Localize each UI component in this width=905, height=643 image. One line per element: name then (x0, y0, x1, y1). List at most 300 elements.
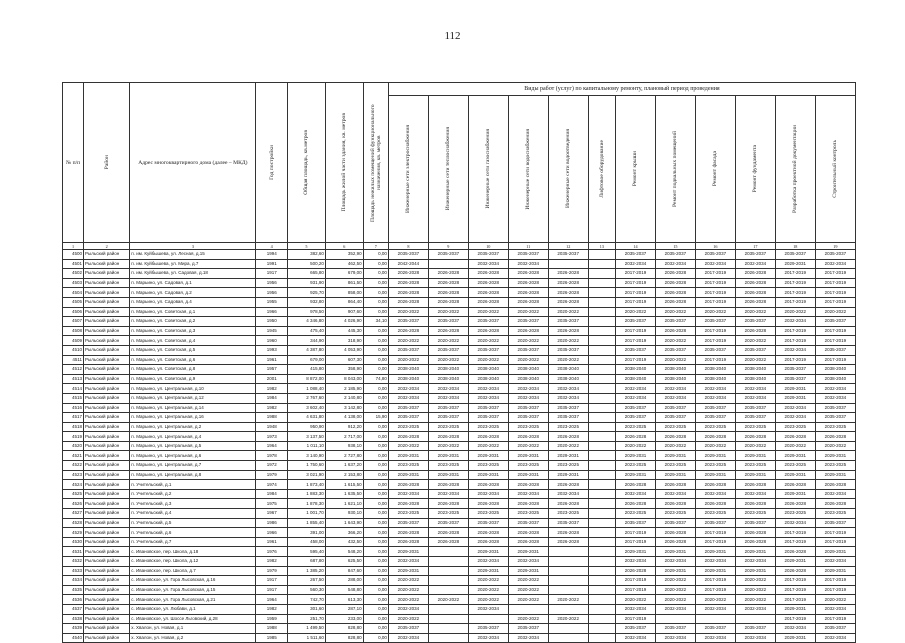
work-period-cell: 2035-2037 (428, 518, 468, 528)
work-period-cell: 2038-2040 (428, 374, 468, 384)
column-number: 16 (695, 243, 735, 250)
work-period-cell: 2035-2037 (655, 403, 695, 413)
work-period-cell: 2035-2037 (468, 413, 508, 423)
work-period-cell: 2035-2037 (616, 413, 656, 423)
work-period-cell: 2026-2028 (735, 297, 775, 307)
work-period-cell (588, 355, 615, 365)
district-cell: Рыльский район (84, 528, 130, 538)
work-period-cell: 2023-2025 (616, 509, 656, 519)
work-period-cell: 2017-2019 (815, 614, 855, 624)
table-row (63, 269, 856, 279)
work-period-cell: 2029-2031 (428, 470, 468, 480)
functional-area-cell: 74,80 (363, 374, 388, 384)
header-work-type: Ремонт фасада (695, 96, 735, 243)
functional-area-cell: 0,00 (363, 461, 388, 471)
work-period-cell: 2017-2019 (616, 576, 656, 586)
table-row (63, 614, 856, 624)
total-area-cell: 742,70 (287, 595, 325, 605)
row-number-cell: 4506 (63, 307, 84, 317)
header-work-type: Строительный контроль (815, 96, 855, 243)
work-period-cell (588, 624, 615, 634)
work-period-cell: 2023-2025 (775, 461, 815, 471)
living-area-cell: 858,00 (325, 288, 363, 298)
work-period-cell (588, 384, 615, 394)
work-period-cell: 2035-2037 (508, 250, 548, 260)
build-year-cell: 1961 (256, 355, 288, 365)
work-period-cell (588, 317, 615, 327)
work-period-cell: 2017-2019 (775, 576, 815, 586)
work-period-cell: 2020-2022 (735, 585, 775, 595)
work-period-cell (468, 614, 508, 624)
work-period-cell: 2038-2040 (616, 365, 656, 375)
work-period-cell: 2023-2025 (695, 422, 735, 432)
work-period-cell: 2017-2019 (616, 278, 656, 288)
district-cell: Рыльский район (84, 250, 130, 260)
address-cell: с. Ивановское, ул. Гора Лысовская, д.15 (130, 585, 256, 595)
column-number: 13 (588, 243, 615, 250)
district-cell: Рыльский район (84, 393, 130, 403)
row-number-cell: 4529 (63, 528, 84, 538)
work-period-cell (428, 604, 468, 614)
work-period-cell: 2026-2028 (655, 297, 695, 307)
work-period-cell: 2035-2037 (695, 403, 735, 413)
functional-area-cell: 0,00 (363, 326, 388, 336)
header-functional-area: Площадь нежилых помещений функционального назначения, кв. метров (363, 83, 388, 243)
work-period-cell (588, 345, 615, 355)
work-period-cell: 2032-2034 (428, 384, 468, 394)
column-number: 15 (655, 243, 695, 250)
functional-area-cell: 0,00 (363, 259, 388, 269)
capital-repair-table (62, 82, 856, 643)
header-total-area: Общая площадь, кв.метров (287, 83, 325, 243)
work-period-cell: 2035-2037 (616, 345, 656, 355)
work-period-cell: 2026-2028 (388, 278, 428, 288)
work-period-cell: 2032-2034 (655, 557, 695, 567)
work-period-cell: 2029-2031 (775, 470, 815, 480)
work-period-cell: 2020-2022 (735, 576, 775, 586)
district-cell: Рыльский район (84, 499, 130, 509)
functional-area-cell: 0,00 (363, 345, 388, 355)
table-row (63, 480, 856, 490)
work-period-cell: 2029-2031 (616, 451, 656, 461)
functional-area-cell: 0,00 (363, 547, 388, 557)
work-period-cell (588, 250, 615, 260)
work-period-cell: 2020-2022 (508, 585, 548, 595)
work-period-cell: 2026-2028 (388, 537, 428, 547)
work-period-cell (428, 585, 468, 595)
work-period-cell: 2038-2040 (695, 374, 735, 384)
table-row (63, 537, 856, 547)
header-work-type: Инженерные сети газоснабжения (468, 96, 508, 243)
address-cell: п. Марьино, ул. Советская, д.2 (130, 317, 256, 327)
row-number-cell: 4509 (63, 336, 84, 346)
header-year: Год постройки (256, 83, 288, 243)
address-cell: п. Марьино, ул. Центральная, д.4 (130, 432, 256, 442)
work-period-cell: 2017-2019 (616, 336, 656, 346)
work-period-cell: 2026-2028 (735, 528, 775, 538)
work-period-cell: 2038-2040 (468, 374, 508, 384)
living-area-cell: 1 635,50 (325, 489, 363, 499)
work-period-cell: 2020-2022 (695, 307, 735, 317)
work-period-cell: 2026-2028 (815, 480, 855, 490)
district-cell: Рыльский район (84, 470, 130, 480)
work-period-cell: 2026-2028 (388, 269, 428, 279)
work-period-cell: 2029-2031 (508, 451, 548, 461)
address-cell: п. Марьино, ул. Советская, д.4 (130, 336, 256, 346)
work-period-cell: 2020-2022 (428, 307, 468, 317)
work-period-cell: 2026-2028 (388, 499, 428, 509)
total-area-cell: 3 021,90 (287, 470, 325, 480)
work-period-cell: 2026-2028 (655, 269, 695, 279)
work-period-cell: 2032-2034 (388, 633, 428, 643)
work-period-cell: 2026-2028 (735, 537, 775, 547)
work-period-cell: 2026-2028 (548, 278, 588, 288)
work-period-cell: 2029-2031 (735, 566, 775, 576)
work-period-cell: 2026-2028 (468, 480, 508, 490)
living-area-cell: 861,50 (325, 278, 363, 288)
district-cell: Рыльский район (84, 576, 130, 586)
work-period-cell: 2029-2031 (468, 566, 508, 576)
work-period-cell: 2038-2040 (468, 365, 508, 375)
address-cell: п. Учительский, д.4 (130, 509, 256, 519)
living-area-cell: 2 185,90 (325, 384, 363, 394)
build-year-cell: 1993 (256, 345, 288, 355)
row-number-cell: 4520 (63, 441, 84, 451)
work-period-cell: 2026-2028 (428, 480, 468, 490)
work-period-cell: 2032-2034 (508, 557, 548, 567)
address-cell: п. им. Куйбышева, ул. Мира, д.7 (130, 259, 256, 269)
work-period-cell: 2023-2025 (655, 422, 695, 432)
work-period-cell: 2032-2034 (695, 384, 735, 394)
work-period-cell: 2026-2028 (468, 297, 508, 307)
total-area-cell: 1 511,60 (287, 633, 325, 643)
row-number-cell: 4528 (63, 518, 84, 528)
work-period-cell: 2035-2037 (468, 403, 508, 413)
work-period-cell: 2026-2028 (388, 288, 428, 298)
living-area-cell: 864,40 (325, 297, 363, 307)
table-row (63, 278, 856, 288)
work-period-cell: 2026-2028 (388, 432, 428, 442)
work-period-cell: 2029-2031 (815, 451, 855, 461)
living-area-cell: 318,90 (325, 336, 363, 346)
address-cell: п. Марьино, ул. Советская, д.8 (130, 365, 256, 375)
row-number-cell: 4510 (63, 345, 84, 355)
header-work-type: Ремонт подвальных помещений (655, 96, 695, 243)
functional-area-cell: 0,00 (363, 297, 388, 307)
column-number: 17 (735, 243, 775, 250)
work-period-cell (428, 633, 468, 643)
work-period-cell: 2035-2037 (616, 624, 656, 634)
work-period-cell: 2023-2025 (616, 422, 656, 432)
work-period-cell: 2020-2022 (655, 576, 695, 586)
work-period-cell: 2026-2028 (548, 480, 588, 490)
work-period-cell: 2032-2034 (428, 489, 468, 499)
work-period-cell: 2035-2037 (428, 403, 468, 413)
work-period-cell (428, 614, 468, 624)
work-period-cell: 2035-2037 (468, 624, 508, 634)
work-period-cell: 2032-2034 (735, 384, 775, 394)
work-period-cell: 2032-2034 (695, 633, 735, 643)
address-cell: с. Ивановское, ул. Любави, д.1 (130, 604, 256, 614)
work-period-cell: 2029-2031 (508, 547, 548, 557)
header-work-type: Инженерные сети водоотведения (548, 96, 588, 243)
work-period-cell: 2035-2037 (735, 413, 775, 423)
address-cell: с. Ивановское, пер. Школа, д.12 (130, 557, 256, 567)
column-number: 6 (325, 243, 363, 250)
work-period-cell: 2032-2034 (428, 393, 468, 403)
work-period-cell: 2020-2022 (388, 336, 428, 346)
work-period-cell (428, 557, 468, 567)
header-work-type: Инженерные сети водоснабжения (508, 96, 548, 243)
work-period-cell: 2029-2031 (735, 547, 775, 557)
functional-area-cell: 0,00 (363, 566, 388, 576)
district-cell: Рыльский район (84, 480, 130, 490)
build-year-cell: 1975 (256, 499, 288, 509)
table-header (63, 83, 856, 250)
work-period-cell: 2035-2037 (388, 624, 428, 634)
work-period-cell: 2020-2022 (735, 307, 775, 317)
living-area-cell: 679,00 (325, 269, 363, 279)
work-period-cell: 2035-2037 (815, 317, 855, 327)
work-period-cell: 2032-2034 (695, 393, 735, 403)
work-period-cell: 2017-2019 (775, 297, 815, 307)
functional-area-cell: 0,00 (363, 604, 388, 614)
build-year-cell: 1982 (256, 604, 288, 614)
table-row (63, 528, 856, 538)
build-year-cell: 1988 (256, 413, 288, 423)
row-number-cell: 4504 (63, 288, 84, 298)
district-cell: Рыльский район (84, 374, 130, 384)
work-period-cell: 2038-2040 (655, 365, 695, 375)
row-number-cell: 4535 (63, 585, 84, 595)
work-period-cell: 2032-2034 (508, 393, 548, 403)
work-period-cell: 2026-2028 (428, 432, 468, 442)
living-area-cell: 2 153,80 (325, 470, 363, 480)
work-period-cell: 2020-2022 (548, 307, 588, 317)
work-period-cell: 2017-2019 (815, 585, 855, 595)
work-period-cell: 2017-2019 (695, 297, 735, 307)
work-period-cell: 2017-2019 (815, 269, 855, 279)
work-period-cell: 2032-2034 (468, 393, 508, 403)
work-period-cell: 2035-2037 (655, 345, 695, 355)
work-period-cell: 2029-2031 (388, 470, 428, 480)
work-period-cell (508, 604, 548, 614)
build-year-cell: 1985 (256, 633, 288, 643)
address-cell: п. Марьино, ул. Советская, д.5 (130, 345, 256, 355)
functional-area-cell: 0,00 (363, 576, 388, 586)
work-period-cell: 2035-2037 (508, 345, 548, 355)
district-cell: Рыльский район (84, 547, 130, 557)
row-number-cell: 4502 (63, 269, 84, 279)
work-period-cell: 2029-2031 (655, 470, 695, 480)
total-area-cell: 4 346,80 (287, 317, 325, 327)
functional-area-cell: 0,00 (363, 355, 388, 365)
work-period-cell (548, 585, 588, 595)
work-period-cell: 2035-2037 (695, 518, 735, 528)
work-period-cell (588, 374, 615, 384)
work-period-cell: 2020-2022 (775, 307, 815, 317)
build-year-cell: 1959 (256, 614, 288, 624)
total-area-cell: 1 855,40 (287, 518, 325, 528)
work-period-cell: 2038-2040 (735, 374, 775, 384)
work-period-cell: 2029-2031 (775, 393, 815, 403)
work-period-cell: 2026-2028 (548, 269, 588, 279)
work-period-cell (588, 528, 615, 538)
work-period-cell: 2020-2022 (735, 595, 775, 605)
work-period-cell: 2032-2034 (468, 384, 508, 394)
build-year-cell: 1982 (256, 403, 288, 413)
work-period-cell: 2038-2040 (388, 365, 428, 375)
work-period-cell (588, 259, 615, 269)
work-period-cell: 2017-2019 (616, 297, 656, 307)
header-district: Район (84, 83, 130, 243)
district-cell: Рыльский район (84, 451, 130, 461)
work-period-cell (588, 432, 615, 442)
work-period-cell: 2029-2031 (815, 470, 855, 480)
work-period-cell: 2035-2037 (815, 624, 855, 634)
living-area-cell: 930,10 (325, 509, 363, 519)
table-row (63, 499, 856, 509)
work-period-cell: 2032-2034 (468, 633, 508, 643)
work-period-cell: 2035-2037 (548, 317, 588, 327)
functional-area-cell: 34,10 (363, 317, 388, 327)
work-period-cell: 2023-2025 (468, 422, 508, 432)
work-period-cell: 2017-2019 (775, 288, 815, 298)
work-period-cell: 2023-2025 (468, 509, 508, 519)
work-period-cell: 2029-2031 (548, 451, 588, 461)
work-period-cell: 2026-2028 (616, 432, 656, 442)
address-cell: п. Марьино, ул. Садовая, д.1 (130, 278, 256, 288)
work-period-cell: 2026-2028 (775, 480, 815, 490)
district-cell: Рыльский район (84, 595, 130, 605)
functional-area-cell: 0,00 (363, 518, 388, 528)
work-period-cell: 2035-2037 (775, 365, 815, 375)
living-area-cell: 548,80 (325, 585, 363, 595)
work-period-cell: 2023-2025 (508, 509, 548, 519)
work-period-cell: 2029-2031 (775, 451, 815, 461)
column-number: 14 (616, 243, 656, 250)
district-cell: Рыльский район (84, 422, 130, 432)
work-period-cell: 2026-2028 (616, 480, 656, 490)
work-period-cell: 2038-2040 (815, 374, 855, 384)
work-period-cell: 2032-2034 (508, 384, 548, 394)
work-period-cell: 2035-2037 (775, 250, 815, 260)
functional-area-cell: 0,00 (363, 307, 388, 317)
functional-area-cell: 0,00 (363, 269, 388, 279)
table-row (63, 441, 856, 451)
work-period-cell: 2035-2037 (815, 518, 855, 528)
work-period-cell: 2032-2034 (616, 489, 656, 499)
district-cell: Рыльский район (84, 489, 130, 499)
work-period-cell: 2026-2028 (508, 297, 548, 307)
total-area-cell: 4 631,80 (287, 413, 325, 423)
work-period-cell: 2020-2022 (655, 355, 695, 365)
work-period-cell: 2017-2019 (815, 278, 855, 288)
work-period-cell: 2017-2019 (695, 537, 735, 547)
work-period-cell: 2032-2034 (655, 633, 695, 643)
address-cell: п. Марьино, ул. Садовая, д.2 (130, 288, 256, 298)
work-period-cell: 2017-2019 (616, 326, 656, 336)
work-period-cell: 2035-2037 (735, 518, 775, 528)
work-period-cell (588, 470, 615, 480)
work-period-cell: 2026-2028 (508, 269, 548, 279)
district-cell: Рыльский район (84, 509, 130, 519)
work-period-cell: 2017-2019 (695, 585, 735, 595)
work-period-cell: 2032-2034 (508, 633, 548, 643)
build-year-cell: 1979 (256, 470, 288, 480)
work-period-cell (588, 393, 615, 403)
work-period-cell (588, 307, 615, 317)
work-period-cell: 2026-2028 (655, 288, 695, 298)
work-period-cell: 2032-2034 (616, 384, 656, 394)
build-year-cell: 1948 (256, 422, 288, 432)
work-period-cell (588, 297, 615, 307)
functional-area-cell: 0,00 (363, 480, 388, 490)
work-period-cell: 2017-2019 (775, 336, 815, 346)
build-year-cell: 1984 (256, 393, 288, 403)
address-cell: с. Ивановское, ул. Гора Лысовская, д.16 (130, 576, 256, 586)
work-period-cell: 2032-2034 (655, 259, 695, 269)
living-area-cell: 548,20 (325, 547, 363, 557)
work-period-cell: 2032-2034 (775, 345, 815, 355)
total-area-cell: 3 140,90 (287, 451, 325, 461)
work-period-cell: 2035-2037 (815, 403, 855, 413)
work-period-cell: 2029-2031 (388, 566, 428, 576)
address-cell: п. Учительский, д.7 (130, 537, 256, 547)
work-period-cell (588, 288, 615, 298)
work-period-cell: 2038-2040 (695, 365, 735, 375)
district-cell: Рыльский район (84, 441, 130, 451)
work-period-cell (588, 499, 615, 509)
work-period-cell: 2035-2037 (468, 250, 508, 260)
work-period-cell: 2035-2037 (815, 250, 855, 260)
table-row (63, 345, 856, 355)
table-row (63, 336, 856, 346)
work-period-cell: 2017-2019 (695, 355, 735, 365)
work-period-cell: 2032-2034 (548, 393, 588, 403)
row-number-cell: 4515 (63, 393, 84, 403)
work-period-cell: 2017-2019 (695, 528, 735, 538)
row-number-cell: 4523 (63, 470, 84, 480)
work-period-cell: 2023-2025 (428, 461, 468, 471)
work-period-cell: 2038-2040 (815, 365, 855, 375)
work-period-cell: 2023-2025 (508, 422, 548, 432)
work-period-cell: 2026-2028 (815, 499, 855, 509)
work-period-cell: 2026-2028 (548, 432, 588, 442)
functional-area-cell: 0,00 (363, 403, 388, 413)
work-period-cell: 2020-2022 (388, 585, 428, 595)
total-area-cell: 458,00 (287, 537, 325, 547)
total-area-cell: 1 873,40 (287, 480, 325, 490)
district-cell: Рыльский район (84, 537, 130, 547)
work-period-cell: 2035-2037 (428, 250, 468, 260)
work-period-cell: 2020-2022 (468, 585, 508, 595)
district-cell: Рыльский район (84, 259, 130, 269)
total-area-cell: 1 750,60 (287, 461, 325, 471)
living-area-cell: 625,50 (325, 557, 363, 567)
living-area-cell: 828,80 (325, 633, 363, 643)
work-period-cell: 2035-2037 (655, 317, 695, 327)
work-period-cell: 2017-2019 (815, 355, 855, 365)
work-period-cell: 2035-2037 (735, 624, 775, 634)
total-area-cell: 500,20 (287, 259, 325, 269)
header-work-type: Инженерные сети теплоснабжения (428, 96, 468, 243)
work-period-cell: 2035-2037 (388, 413, 428, 423)
district-cell: Рыльский район (84, 288, 130, 298)
build-year-cell: 2001 (256, 374, 288, 384)
functional-area-cell: 0,00 (363, 633, 388, 643)
work-period-cell: 2032-2034 (388, 557, 428, 567)
